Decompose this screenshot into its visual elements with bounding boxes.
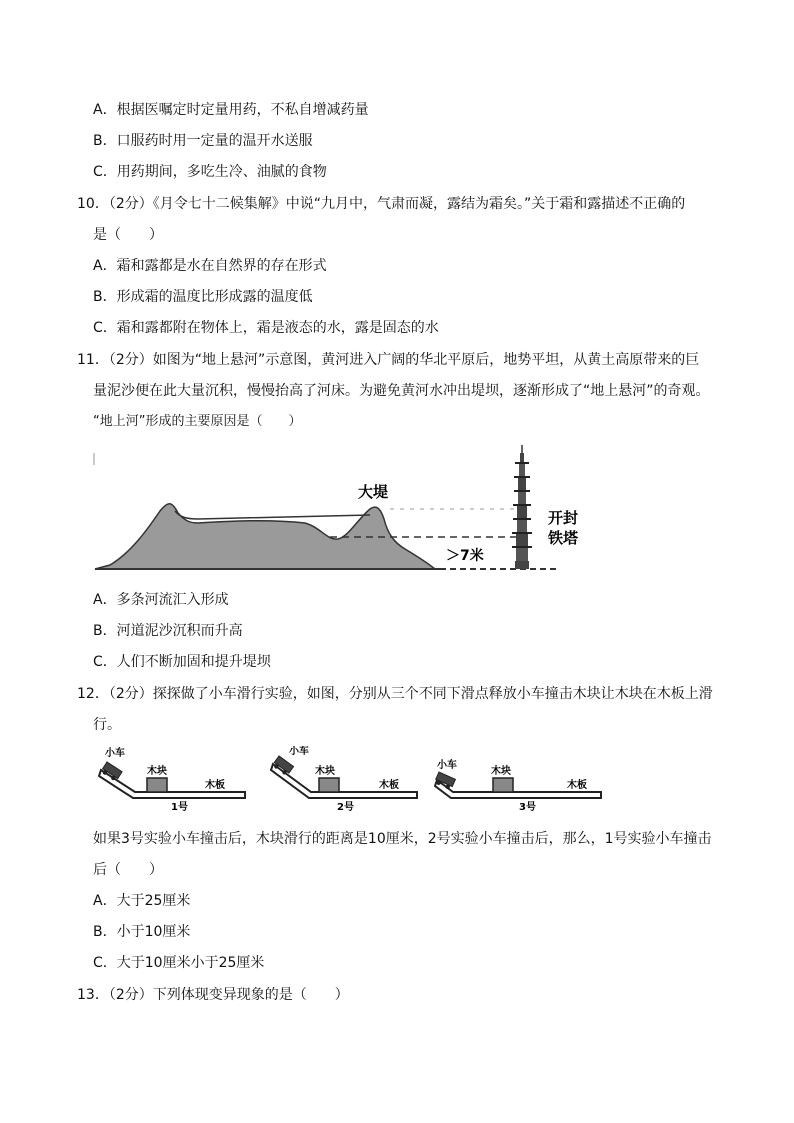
label-block-2: 木块	[315, 766, 335, 777]
panel-1	[99, 746, 245, 812]
q11-option-c: C．人们不断加固和提升堤坝	[93, 654, 271, 670]
panel-3	[434, 758, 601, 812]
hanging-river-figure	[90, 443, 580, 578]
iron-tower-icon	[512, 445, 532, 569]
label-height: ＞7米	[446, 548, 484, 564]
q11-stem-line3: “地上河”形成的主要原因是（ ）	[93, 414, 302, 429]
label-block-1: 木块	[147, 766, 167, 777]
q10-option-a: A．霜和露都是水在自然界的存在形式	[93, 258, 327, 274]
river-water	[175, 511, 370, 519]
label-board-3: 木板	[567, 780, 587, 791]
q9-option-c: C．用药期间，多吃生冷、油腻的食物	[93, 164, 327, 180]
q13-stem-line1: 13．（2分）下列体现变异现象的是（ ）	[77, 987, 349, 1003]
label-car-3: 小车	[437, 760, 457, 771]
label-board-1: 木板	[205, 780, 225, 791]
label-car-1: 小车	[105, 748, 125, 759]
label-board-2: 木板	[379, 780, 399, 791]
q12-stem-line3: 如果3号实验小车撞击后，木块滑行的距离是10厘米，2号实验小车撞击后，那么，1号实验小车撞击	[93, 831, 712, 847]
q10-option-b: B．形成霜的温度比形成露的温度低	[93, 289, 313, 305]
block-icon	[319, 778, 339, 792]
label-block-3: 木块	[491, 766, 511, 777]
q10-stem-line1: 10．（2分）《月令七十二候集解》中说“九月中，气肃而凝，露结为霜矣。”关于霜和露描述不正确的	[77, 196, 686, 212]
q11-option-a: A．多条河流汇入形成	[93, 592, 229, 608]
q9-option-a: A．根据医嘱定时定量用药，不私自增减药量	[93, 102, 369, 118]
q12-stem-line4: 后（ ）	[93, 862, 163, 878]
label-car-2: 小车	[289, 746, 309, 757]
label-panel-2: 2号	[337, 802, 354, 812]
q10-option-c: C．霜和露都附在物体上，霜是液态的水，露是固态的水	[93, 320, 439, 336]
block-icon	[147, 778, 167, 792]
q12-option-a: A．大于25厘米	[93, 893, 191, 909]
label-panel-3: 3号	[519, 802, 536, 812]
q12-stem-line2: 行。	[93, 717, 121, 733]
q10-stem-line2: 是（ ）	[93, 227, 163, 243]
label-dike: 大堤	[358, 483, 389, 501]
block-icon	[493, 778, 513, 792]
panel-2	[271, 746, 417, 812]
q11-stem-line1: 11．（2分）如图为“地上悬河”示意图，黄河进入广阔的华北平原后，地势平坦，从黄土高原带来的巨	[77, 352, 700, 368]
label-tower-line2: 铁塔	[548, 529, 579, 547]
q12-option-b: B．小于10厘米	[93, 924, 191, 940]
q12-option-c: C．大于10厘米小于25厘米	[93, 955, 265, 971]
q12-stem-line1: 12．（2分）探探做了小车滑行实验，如图，分别从三个不同下滑点释放小车撞击木块让木块在木板上滑	[77, 686, 713, 702]
label-tower-line1: 开封	[548, 509, 579, 527]
q11-stem-line2: 量泥沙便在此大量沉积，慢慢抬高了河床。为避免黄河水冲出堤坝，逐渐形成了“地上悬河”的奇观。	[93, 383, 710, 399]
q9-option-b: B．口服药时用一定量的温开水送服	[93, 133, 313, 149]
cart-experiment-figure	[95, 746, 605, 812]
q11-option-b: B．河道泥沙沉积而升高	[93, 623, 243, 639]
label-panel-1: 1号	[171, 802, 188, 812]
